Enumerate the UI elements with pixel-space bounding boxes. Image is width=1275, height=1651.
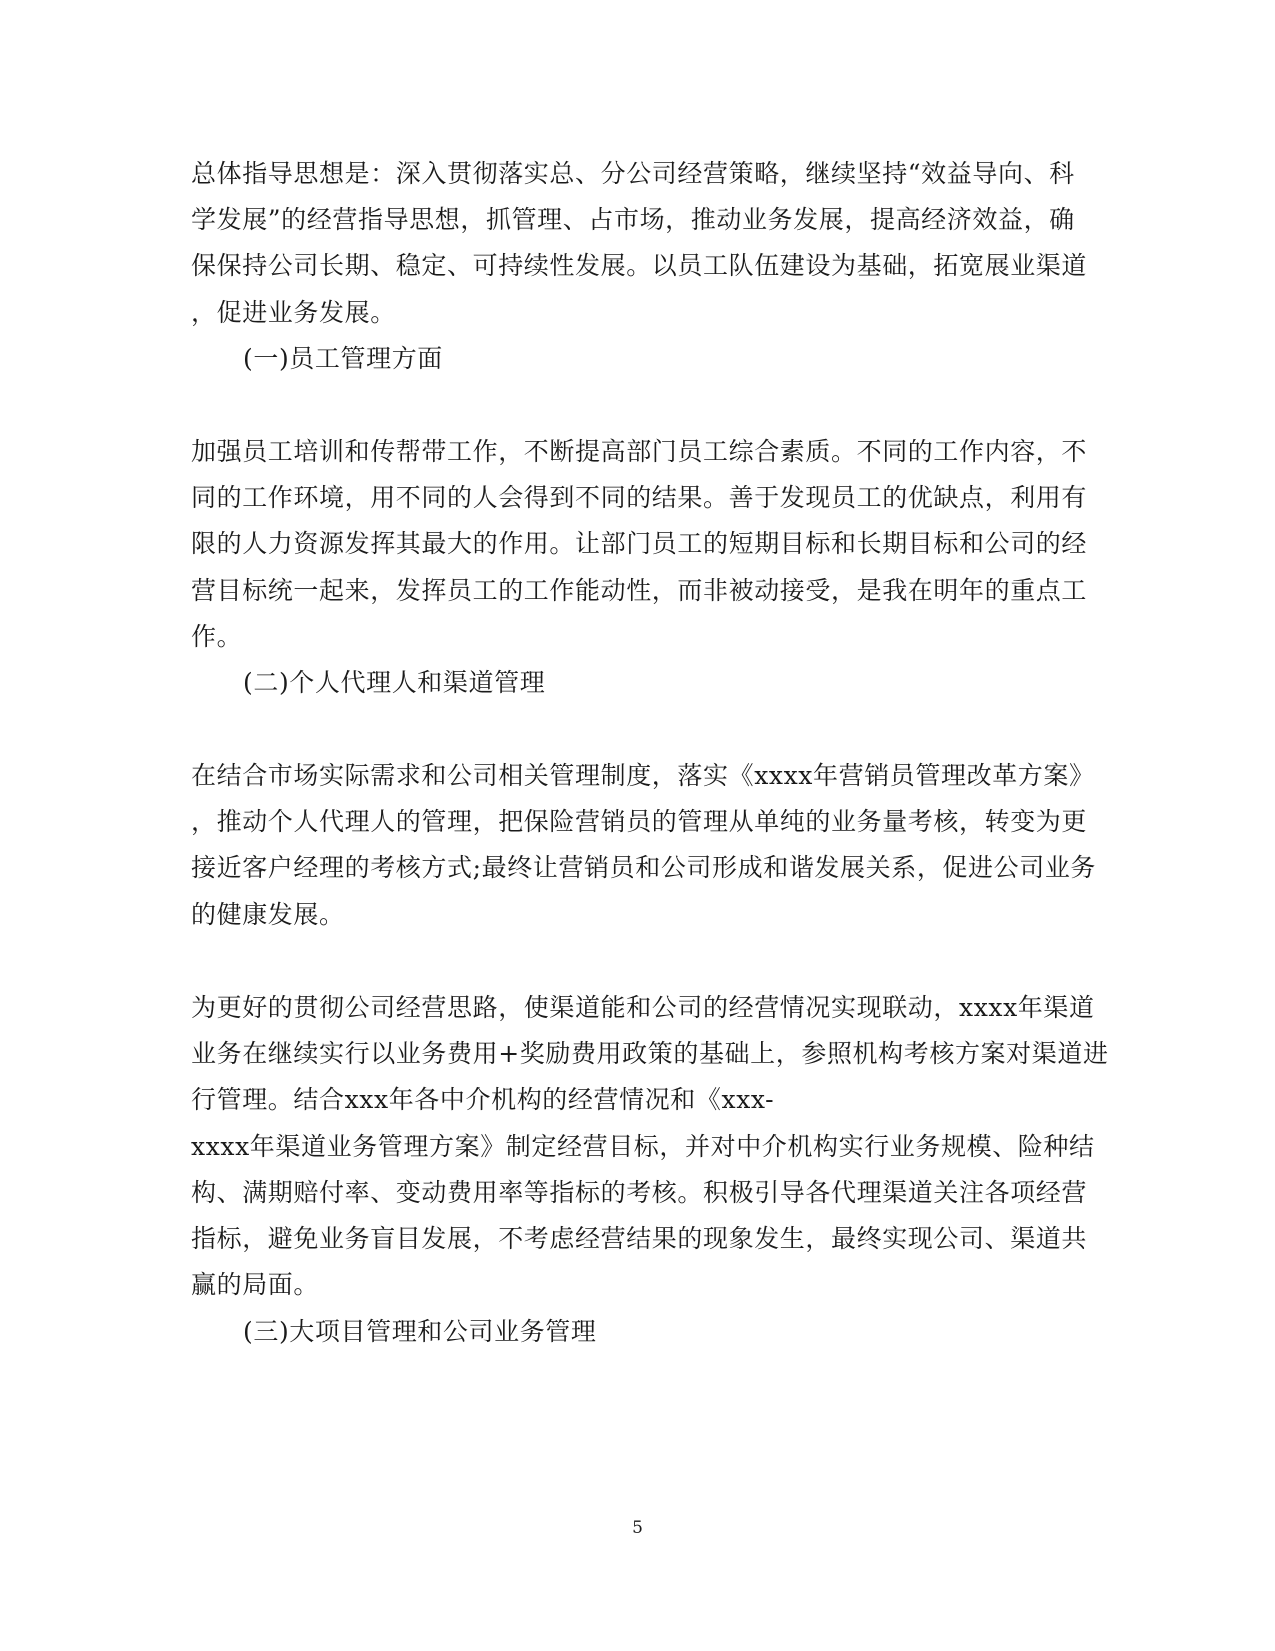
text-line: 加强员工培训和传帮带工作，不断提高部门员工综合素质。不同的工作内容，不 [191, 437, 1088, 466]
section-heading-agent-channel-management: (二)个人代理人和渠道管理 [243, 668, 546, 697]
text-line: xxxx年渠道业务管理方案》制定经营目标，并对中介机构实行业务规模、险种结 [191, 1132, 1095, 1161]
section-heading-major-projects: (三)大项目管理和公司业务管理 [243, 1317, 597, 1346]
text-line: 作。 [191, 622, 243, 651]
text-line: 赢的局面。 [191, 1270, 320, 1299]
text-line: 限的人力资源发挥其最大的作用。让部门员工的短期目标和长期目标和公司的经 [191, 529, 1088, 558]
text-line: 学发展”的经营指导思想，抓管理、占市场，推动业务发展，提高经济效益，确 [191, 205, 1075, 234]
text-line: 业务在继续实行以业务费用+奖励费用政策的基础上，参照机构考核方案对渠道进 [191, 1039, 1109, 1068]
text-line: 接近客户经理的考核方式;最终让营销员和公司形成和谐发展关系，促进公司业务 [191, 853, 1097, 882]
text-line: 在结合市场实际需求和公司相关管理制度，落实《xxxx年营销员管理改革方案》 [191, 761, 1095, 790]
text-line: ，促进业务发展。 [191, 298, 396, 327]
text-line: 保保持公司长期、稳定、可持续性发展。以员工队伍建设为基础，拓宽展业渠道 [191, 251, 1088, 280]
text-line: 总体指导思想是：深入贯彻落实总、分公司经营策略，继续坚持“效益导向、科 [191, 159, 1075, 188]
text-line: 营目标统一起来，发挥员工的工作能动性，而非被动接受，是我在明年的重点工 [191, 576, 1088, 605]
text-line: 的健康发展。 [191, 900, 345, 929]
text-line: 构、满期赔付率、变动费用率等指标的考核。积极引导各代理渠道关注各项经营 [191, 1178, 1088, 1207]
text-line: ，推动个人代理人的管理，把保险营销员的管理从单纯的业务量考核，转变为更 [191, 807, 1088, 836]
text-line: 同的工作环境，用不同的人会得到不同的结果。善于发现员工的优缺点，利用有 [191, 483, 1088, 512]
text-line: 指标，避免业务盲目发展，不考虑经营结果的现象发生，最终实现公司、渠道共 [191, 1224, 1088, 1253]
text-line: 行管理。结合xxx年各中介机构的经营情况和《xxx- [191, 1085, 775, 1114]
section-heading-staff-management: (一)员工管理方面 [243, 344, 443, 373]
page-number: 5 [632, 1518, 643, 1538]
text-line: 为更好的贯彻公司经营思路，使渠道能和公司的经营情况实现联动，xxxx年渠道 [191, 993, 1095, 1022]
